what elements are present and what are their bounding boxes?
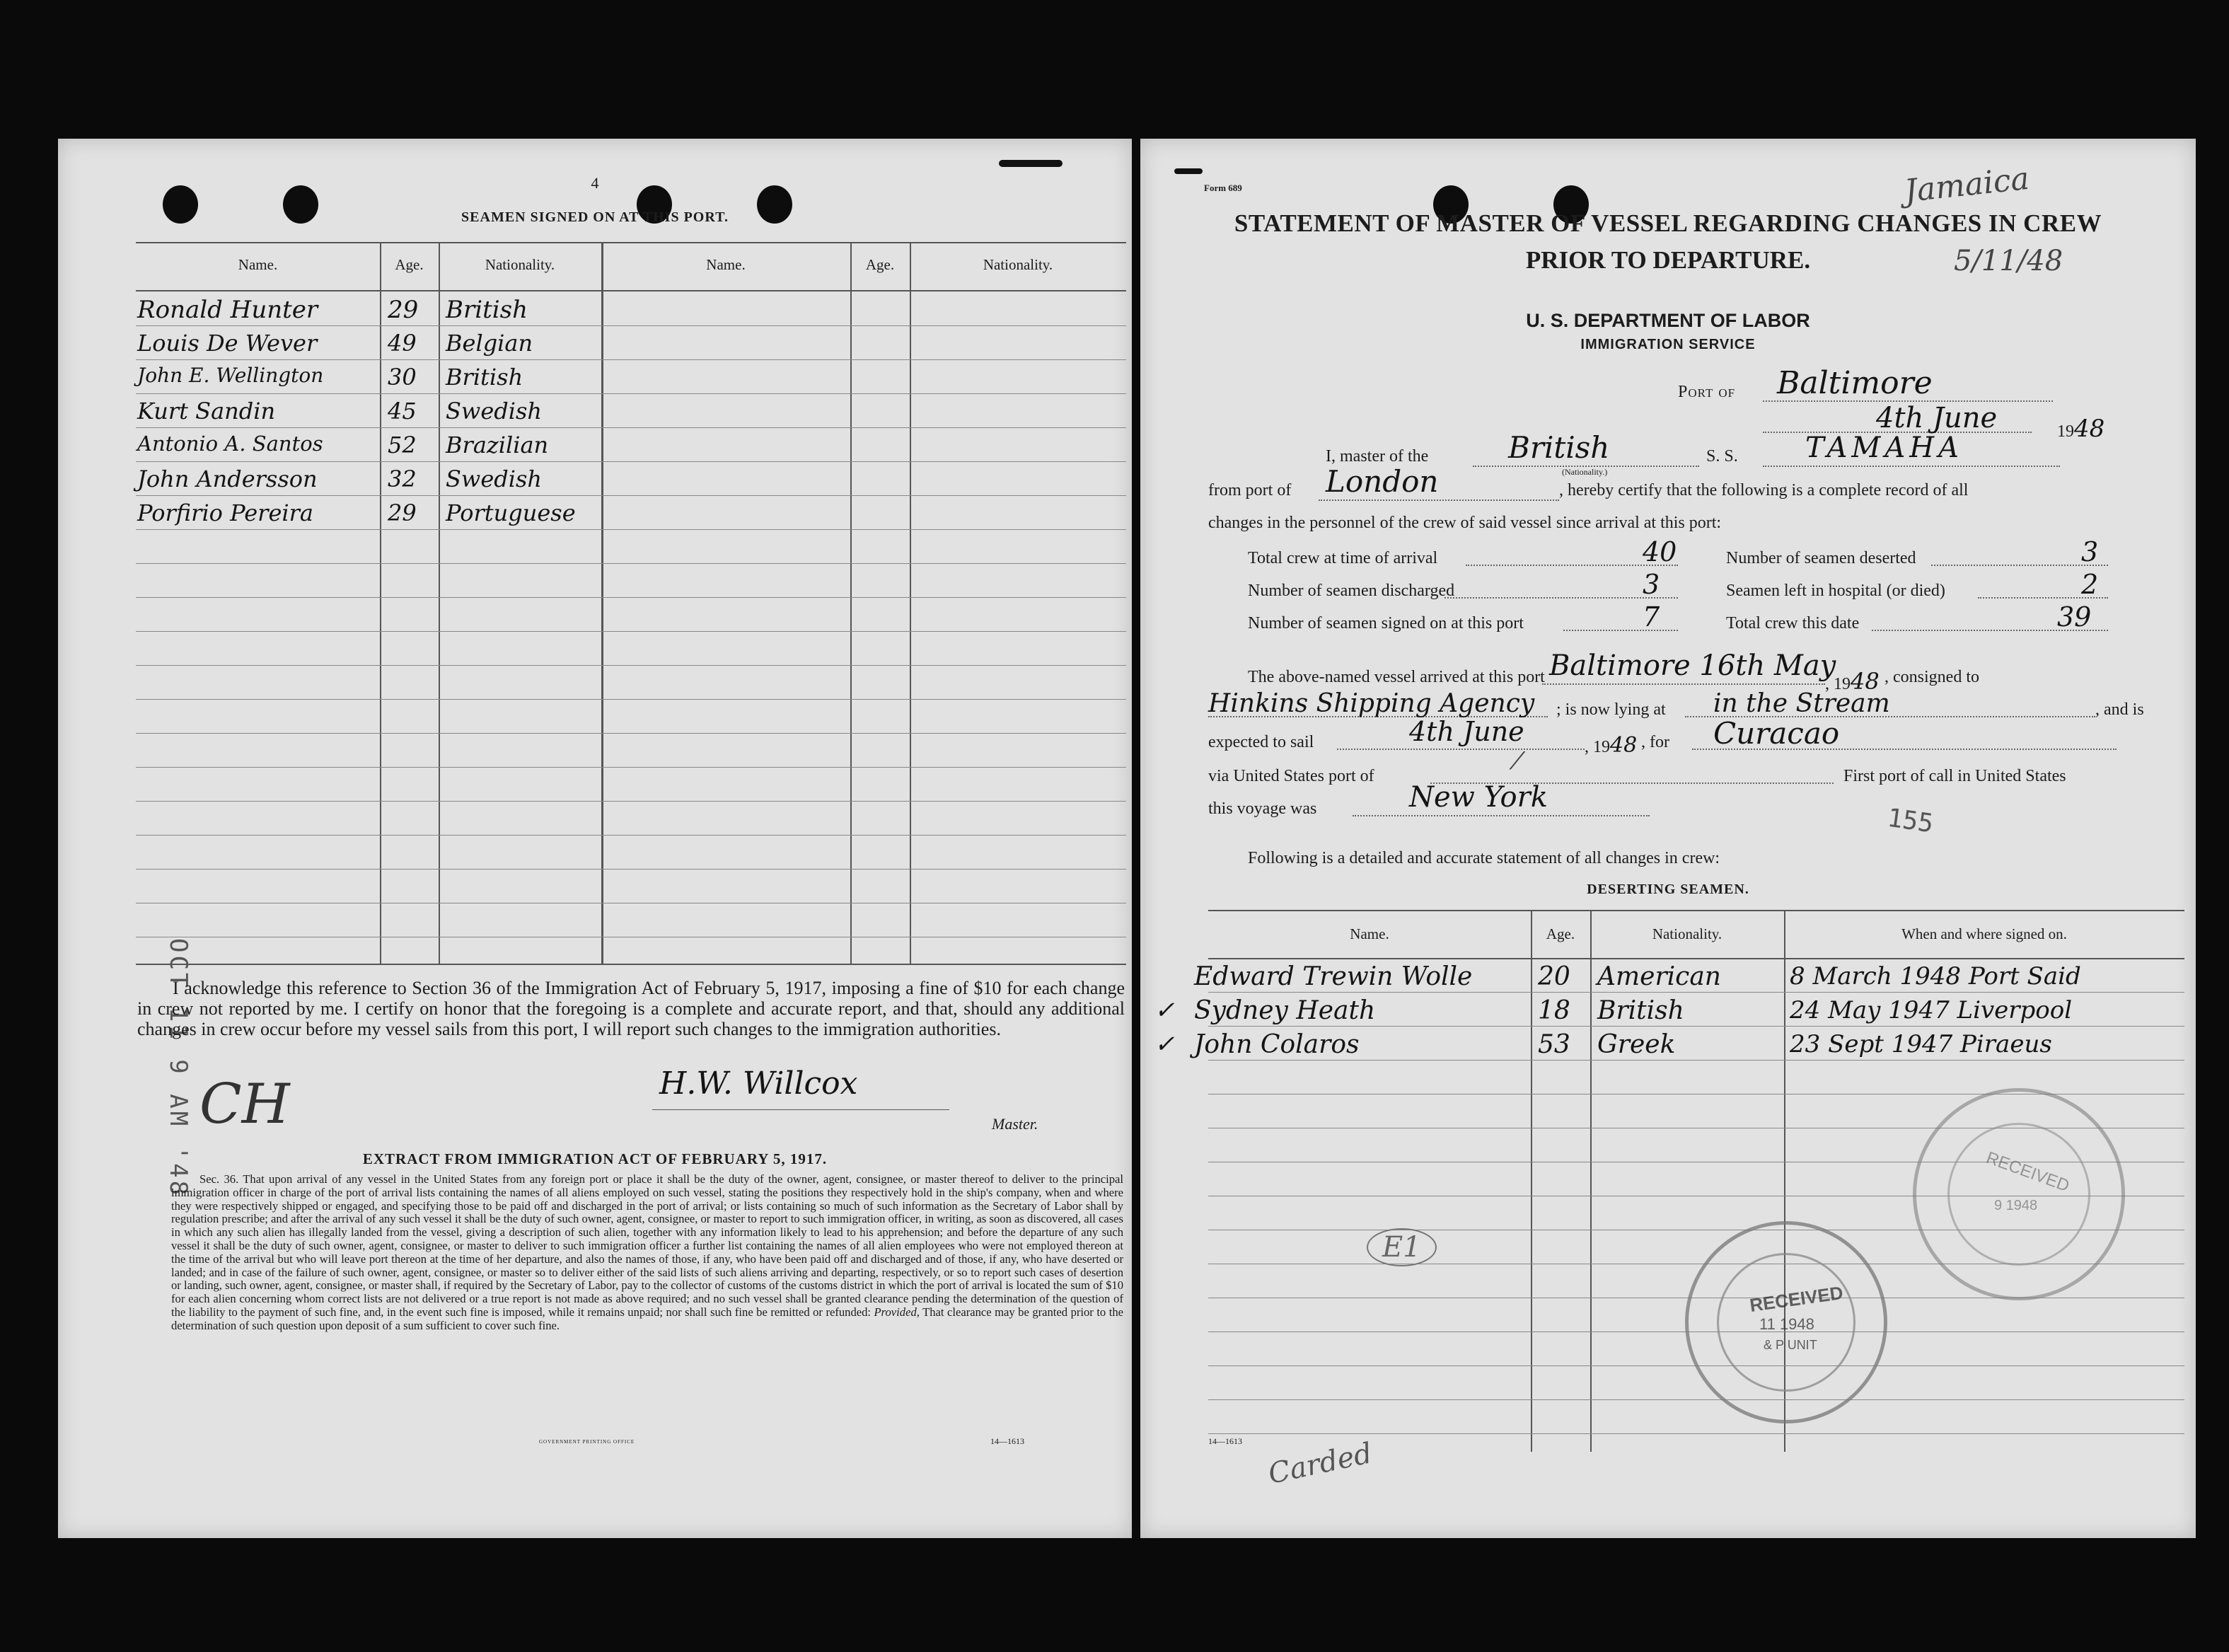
via-text: via United States port of [1208,767,1374,785]
via-mark: ⁄ [1515,747,1519,775]
changes-text: changes in the personnel of the crew of said vessel since arrival at this port: [1208,514,1722,532]
stamp-unit: & P UNIT [1764,1338,1817,1352]
sail-date-value: 4th June [1409,716,1524,747]
crew-age: 52 [388,432,417,458]
form-title-line-1: STATEMENT OF MASTER OF VESSEL REGARDING CHANGES IN CREW [1234,209,2102,237]
check-mark: ✓ [1154,1030,1175,1058]
first-port-value: New York [1409,781,1548,814]
lying-text: ; is now lying at [1556,700,1666,719]
printer-credit: GOVERNMENT PRINTING OFFICE [539,1439,635,1445]
arrived-text: The above-named vessel arrived at this port [1248,668,1545,686]
deserter-nationality: British [1597,996,1684,1025]
sail-year [1585,733,1637,758]
deserted-value: 3 [2081,536,2099,567]
crew-name: John Andersson [137,466,318,492]
first-port-text: First port of call in United States [1843,767,2066,785]
year-prefix [2057,415,2104,443]
destination-value: Curacao [1713,716,1840,751]
ship-name: TAMAHA [1805,432,1963,464]
corner-note-destination: Jamaica [1902,160,2031,210]
crew-nationality: British [446,296,528,324]
nationality-caption: (Nationality.) [1562,467,1608,477]
pencil-mark: E1 [1367,1228,1437,1266]
extract-text: Sec. 36. That upon arrival of any vessel in the United States from any foreign port or place it shall be the duty of the owner, agent, consignee, or master thereof to deliver to the principal immigration officer in charge of the port of arrival lists containing the names of all aliens employed on such vessel, stating the positions they respectively hold in the ship's company, when and where they were respectively shipped or engaged, and specifying those to be paid off and discharged in the port of arrival; or lists containing so much of such information as the Secretary of Labor shall by regulation prescribe; and after the arrival of any such vessel it shall be the duty of such owner, agent, consignee, or master to report to such immigration officer, in writing, as soon as discovered, all cases in which any such alien has illegally landed from the vessel, giving a description of such alien, together with any information likely to lead to his apprehension; and before the departure of any such vessel it shall be the duty of such owner, agent, consignee, or master to deliver to such immigration officer a further list containing the names of all alien employees who were not employed thereon at the time of the arrival but who will leave port thereon at the time of her departure, and also the names of those, if any, who have been paid off and discharged and of those, if any, who have deserted or landed; and in case of the failure of such owner, agent, consignee, or master so to deliver either of the said lists of such aliens arriving and departing, respectively, or so to report such cases of desertion or landing, such owner, agent, consignee, or master shall, if required by the Secretary of Labor, pay to the collector of customs of the customs district in which the port of arrival is located the sum of $10 for each alien concerning whom correct lists are not delivered or a true report is not made as above required; and no such vessel shall be granted clearance pending the determination of the question of the liability to the payment of such fine, and, in the event such fine is imposed, while it remains unpaid; nor shall such fine be remitted or refunded: [171,1172,1123,1319]
crew-name: John E. Wellington [137,364,324,387]
discharged-label: Number of seamen discharged [1248,582,1455,600]
deserted-label: Number of seamen deserted [1726,549,1916,567]
department-name: U. S. DEPARTMENT OF LABOR [1526,310,1810,331]
crew-nationality: Swedish [446,398,542,424]
crew-name: Ronald Hunter [137,296,318,324]
consigned-text: , consigned to [1884,668,1979,686]
discharged-value: 3 [1643,569,1660,600]
received-stamp-small [1685,1221,1887,1423]
check-mark: ✓ [1154,996,1175,1024]
carded-note: Carded [1265,1437,1375,1491]
extract-proviso-label: Provided, [874,1305,920,1319]
crew-name: Kurt Sandin [137,398,276,424]
initials: CH [199,1073,290,1136]
expected-text: expected to sail [1208,733,1314,751]
stamp-date: 11 1948 [1759,1315,1814,1333]
consignee-value: Hinkins Shipping Agency [1208,689,1535,718]
arrived-year-prefix: , 19 [1825,675,1851,693]
right-page [1140,139,2196,1538]
crew-age: 30 [388,364,417,391]
total-crew-date-label: Total crew this date [1726,614,1860,633]
date-value: 4th June [1876,402,1998,434]
deserter-age: 53 [1538,1030,1570,1059]
year-value: 48 [2074,415,2105,443]
column-header-nationality: Nationality. [1652,925,1723,942]
acknowledgement-text: I acknowledge this reference to Section 36 of the Immigration Act of February 5, 1917, imposing a fine of $10 for each change in crew not reported by me. I certify on honor that the foregoing is a complete and accurate report, and that, should any additional changes in crew occur before my vessel sails from this port, I will report such changes to the immigration authorities. [137,978,1125,1039]
column-header-name: Name. [238,256,278,273]
date-stamp: OCT 11 9 AM '48 [164,938,192,1198]
hospital-label: Seamen left in hospital (or died) [1726,582,1945,600]
service-name: IMMIGRATION SERVICE [1580,337,1756,352]
column-header-age: Age. [395,256,424,273]
crew-age: 32 [388,466,417,492]
stamp-received-text: RECEIVED [1748,1281,1845,1317]
extract-proviso: That clearance may be granted prior to the determination of such question upon deposit of a sum sufficient to cover such fine. [171,1305,1123,1332]
total-crew-date-value: 39 [2057,601,2092,633]
hospital-value: 2 [2081,569,2099,600]
form-label: Form 689 [1204,183,1242,193]
crew-age: 29 [388,499,417,526]
year-prefix-text: 19 [2057,422,2074,441]
left-page [58,139,1132,1538]
ink-smudge [999,160,1063,167]
column-header-signed-on: When and where signed on. [1901,925,2067,942]
crew-nationality: Brazilian [446,432,549,458]
certify-text: , hereby certify that the following is a complete record of all [1559,481,1969,499]
ss-label: S. S. [1706,447,1738,466]
column-header-name-2: Name. [706,256,746,273]
lying-value: in the Stream [1713,689,1890,718]
stamp-date: 9 1948 [1994,1198,2038,1213]
stamp-received-text: RECEIVED [1984,1148,2072,1196]
page-number: 4 [591,174,599,192]
column-header-name: Name. [1350,925,1389,942]
ink-smudge [1174,168,1203,174]
column-header-nationality: Nationality. [485,256,555,273]
deserter-name: John Colaros [1194,1030,1360,1059]
from-port-value: London [1326,464,1439,499]
form-code: 14—1613 [1208,1436,1242,1446]
total-crew-arrival-label: Total crew at time of arrival [1248,549,1438,567]
deserter-signed-on: 24 May 1947 Liverpool [1790,996,2073,1024]
crew-nationality: British [446,364,523,391]
column-header-age-2: Age. [865,256,895,273]
sail-year-value: 48 [1610,733,1638,758]
section-heading: SEAMEN SIGNED ON AT THIS PORT. [461,209,729,225]
deserter-age: 18 [1538,996,1570,1025]
deserter-signed-on: 8 March 1948 Port Said [1790,962,2081,990]
column-header-nationality-2: Nationality. [983,256,1053,273]
crew-name: Louis De Wever [137,330,318,357]
sail-year-prefix: , 19 [1585,738,1610,756]
crew-name: Antonio A. Santos [137,432,323,456]
signed-on-value: 7 [1643,601,1660,633]
arrived-value: Baltimore 16th May [1549,649,1836,682]
for-text: , for [1641,733,1669,751]
form-code: 14—1613 [990,1436,1024,1446]
signed-on-label: Number of seamen signed on at this port [1248,614,1524,633]
crew-age: 45 [388,398,417,424]
total-crew-arrival-value: 40 [1643,536,1677,567]
following-text: Following is a detailed and accurate statement of all changes in crew: [1248,849,1720,867]
master-label: Master. [992,1115,1038,1133]
extract-body [171,1173,1123,1333]
crew-nationality: Swedish [446,466,542,492]
crew-nationality: Portuguese [446,499,576,526]
crew-age: 49 [388,330,417,357]
crew-name: Porfirio Pereira [137,499,313,526]
port-value: Baltimore [1777,365,1933,401]
form-title-line-2: PRIOR TO DEPARTURE. [1525,246,1811,274]
file-number: 155 [1885,803,1935,839]
corner-note-date: 5/11/48 [1954,245,2063,277]
crew-age: 29 [388,296,419,324]
deserter-age: 20 [1538,962,1570,991]
port-label: Port of [1678,383,1736,401]
and-is-text: , and is [2095,700,2144,719]
received-stamp-large [1913,1088,2125,1300]
voyage-text: this voyage was [1208,799,1317,818]
master-prefix: I, master of the [1326,447,1429,466]
extract-title: EXTRACT FROM IMMIGRATION ACT OF FEBRUARY 5, 1917. [362,1150,828,1167]
deserter-name: Sydney Heath [1194,996,1376,1025]
deserter-nationality: Greek [1597,1030,1676,1059]
arrived-year-value: 48 [1851,668,1880,695]
from-port-label: from port of [1208,481,1292,499]
crew-nationality: Belgian [446,330,533,357]
master-signature: H.W. Willcox [659,1065,858,1102]
column-header-age: Age. [1546,925,1575,942]
deserter-nationality: American [1597,962,1721,991]
deserter-name: Edward Trewin Wolle [1194,962,1473,991]
deserter-signed-on: 23 Sept 1947 Piraeus [1790,1030,2052,1058]
deserting-heading: DESERTING SEAMEN. [1587,882,1749,897]
nationality-value: British [1508,430,1610,465]
